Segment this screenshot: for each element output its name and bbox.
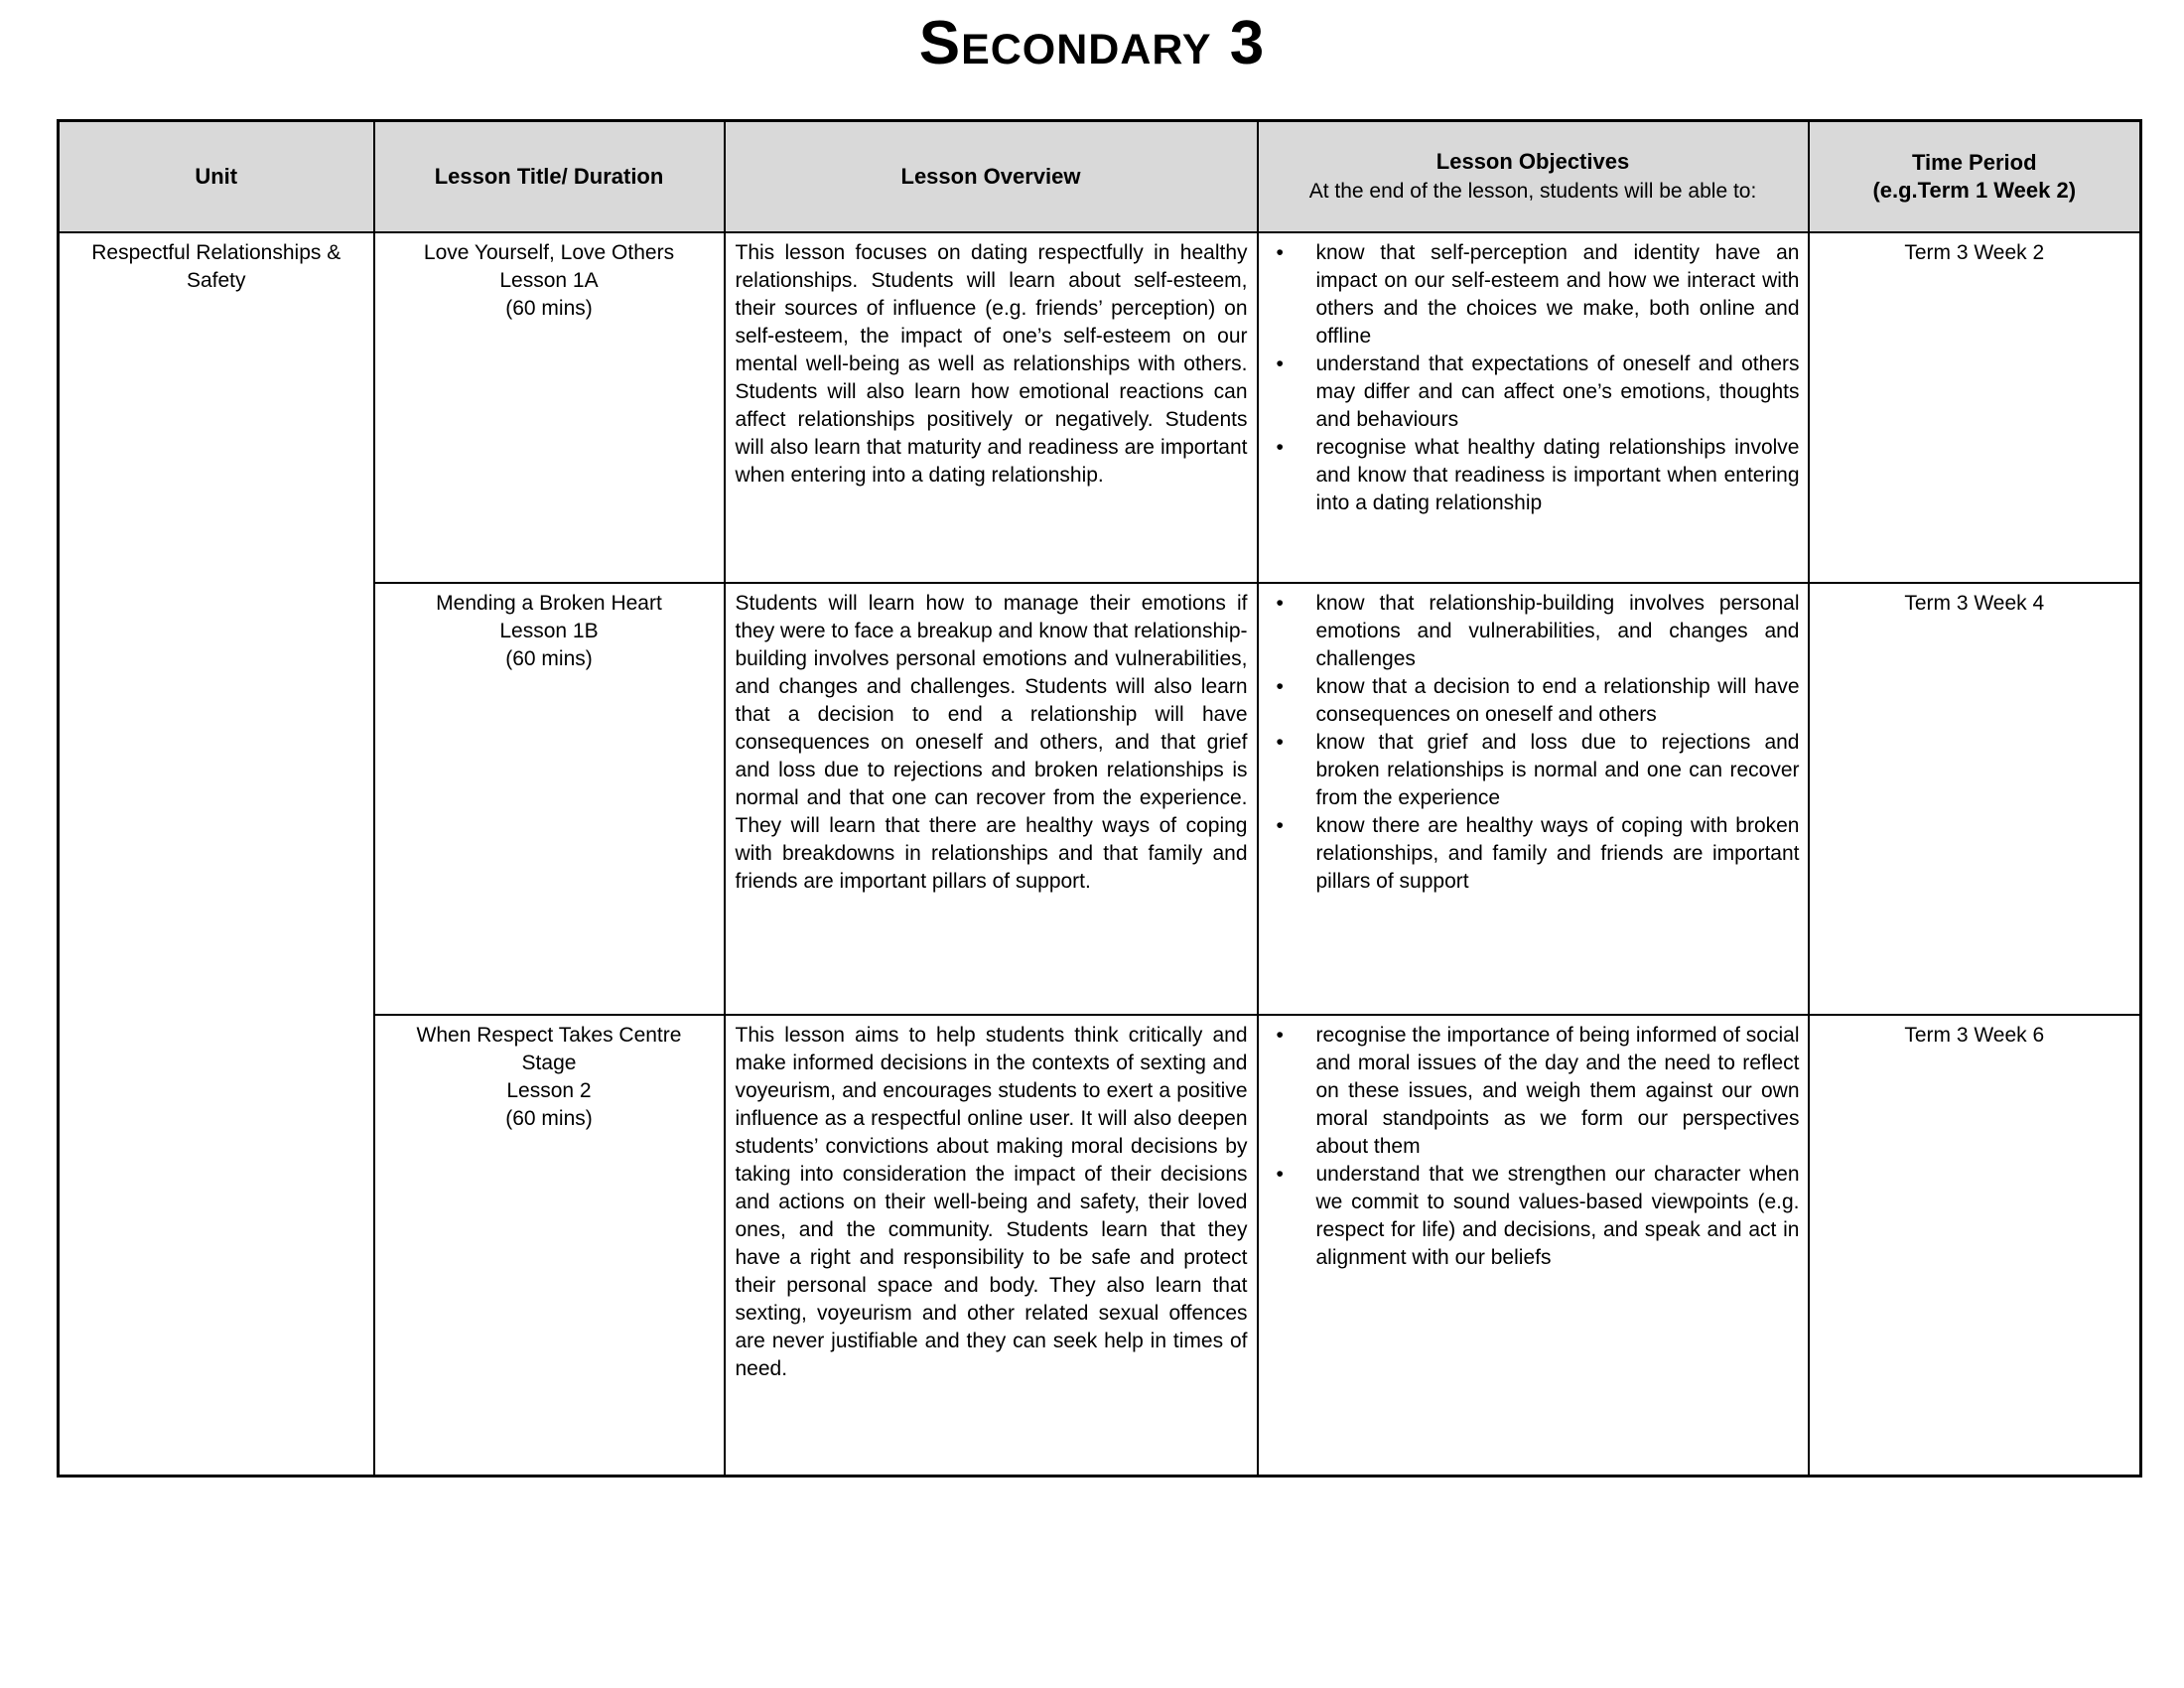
bullet-marker-icon: •: [1276, 813, 1284, 837]
objective-text: understand that expectations of oneself and others may differ and can affect one’s emotions, thoughts and behaviours: [1315, 352, 1800, 431]
lesson-title-cell: [374, 1015, 725, 1477]
header-lesson-objectives-label: Lesson Objectives: [1435, 149, 1630, 175]
objective-item: [1259, 812, 1800, 896]
header-lesson-objectives: [1258, 121, 1809, 232]
header-unit-label: Unit: [195, 163, 238, 189]
objective-text: know that self-perception and identity have an impact on our self-esteem and how we interact with others and the choices we make, both online and offline: [1315, 240, 1800, 348]
lesson-title-line: When Respect Takes Centre Stage: [416, 1023, 682, 1074]
header-lesson-title-label: Lesson Title/ Duration: [434, 163, 664, 189]
bullet-marker-icon: •: [1276, 240, 1284, 264]
lesson-overview-cell: [725, 583, 1258, 1015]
lesson-objectives-cell: [1258, 1015, 1809, 1477]
lesson-duration-line: (60 mins): [505, 1106, 593, 1130]
header-lesson-title: [374, 121, 725, 232]
objective-text: understand that we strengthen our character when we commit to sound values-based viewpoints (e.g. respect for life) and decisions, and speak and act in alignment with our beliefs: [1315, 1162, 1800, 1269]
objective-text: know that grief and loss due to rejections and broken relationships is normal and one can recover from the experience: [1315, 730, 1800, 809]
header-lesson-overview-label: Lesson Overview: [900, 163, 1081, 189]
objective-item: [1259, 1161, 1800, 1272]
time-period-cell: [1809, 1015, 2141, 1477]
bullet-marker-icon: •: [1276, 591, 1284, 615]
objective-item: [1259, 673, 1800, 729]
time-period-cell: [1809, 232, 2141, 583]
objective-item: [1259, 434, 1800, 517]
bullet-marker-icon: •: [1276, 352, 1284, 375]
time-period-text: Term 3 Week 2: [1904, 240, 2045, 264]
objective-item: [1259, 351, 1800, 434]
objective-text: know that a decision to end a relationship will have consequences on oneself and others: [1315, 674, 1800, 726]
lesson-duration-line: (60 mins): [505, 296, 593, 320]
page-title: Secondary 3: [918, 9, 1266, 77]
lesson-number-line: Lesson 1A: [499, 268, 599, 292]
bullet-marker-icon: •: [1276, 1023, 1284, 1047]
header-time-period-label: Time Period: [1911, 149, 2037, 175]
table-row: [59, 232, 2141, 583]
unit-cell: [59, 232, 374, 1477]
lesson-title-cell: [374, 583, 725, 1015]
lesson-title-cell: [374, 232, 725, 583]
time-period-cell: [1809, 583, 2141, 1015]
lesson-overview-cell: [725, 1015, 1258, 1477]
lesson-title-line: Love Yourself, Love Others: [423, 240, 675, 264]
bullet-marker-icon: •: [1276, 1162, 1284, 1186]
table-header-row: [59, 121, 2141, 232]
lesson-number-line: Lesson 1B: [499, 619, 599, 642]
unit-label: Respectful Relationships & Safety: [91, 240, 341, 292]
objective-text: recognise what healthy dating relationships involve and know that readiness is important when entering into a dating relationship: [1315, 435, 1800, 514]
bullet-marker-icon: •: [1276, 730, 1284, 754]
header-lesson-overview: [725, 121, 1258, 232]
time-period-text: Term 3 Week 6: [1904, 1023, 2045, 1047]
objective-text: know there are healthy ways of coping with broken relationships, and family and friends are important pillars of support: [1315, 813, 1800, 893]
lesson-objectives-cell: [1258, 232, 1809, 583]
bullet-marker-icon: •: [1276, 674, 1284, 698]
header-unit: [59, 121, 374, 232]
lesson-number-line: Lesson 2: [506, 1078, 592, 1102]
lesson-overview-text: This lesson aims to help students think critically and make informed decisions in the contexts of sexting and voyeurism, and encourages students to exert a positive influence as a respectful online user. It will also deepen students’ convictions about making moral decisions by taking into consideration the impact of their decisions and actions on their well-being and safety, their loved ones, and the community. Students learn that they have a right and responsibility to be safe and protect their personal space and body. They also learn that sexting, voyeurism and other related sexual offences are never justifiable and they can seek help in times of need.: [735, 1023, 1248, 1380]
header-time-period: [1809, 121, 2141, 232]
lesson-overview-text: Students will learn how to manage their emotions if they were to face a breakup and know that relationship-building involves personal emotions and vulnerabilities, and changes and challenges. Students will also learn that a decision to end a relationship will have consequences on oneself and others, and that grief and loss due to rejections and broken relationships is normal and that one can recover from the experience. They will learn that there are healthy ways of coping with breakdowns in relationships and that family and friends are important pillars of support.: [735, 591, 1248, 893]
bullet-marker-icon: •: [1276, 435, 1284, 459]
header-lesson-objectives-subtitle: At the end of the lesson, students will be able to:: [1308, 180, 1757, 204]
objective-item: [1259, 590, 1800, 673]
objective-text: recognise the importance of being informed of social and moral issues of the day and the need to reflect on these issues, and weigh them against our own moral standpoints as we form our perspectives about them: [1315, 1023, 1800, 1158]
objective-item: [1259, 239, 1800, 351]
time-period-text: Term 3 Week 4: [1904, 591, 2045, 615]
lesson-objectives-cell: [1258, 583, 1809, 1015]
objective-item: [1259, 1022, 1800, 1161]
objective-item: [1259, 729, 1800, 812]
objective-text: know that relationship-building involves personal emotions and vulnerabilities, and changes and challenges: [1315, 591, 1800, 670]
lesson-duration-line: (60 mins): [505, 646, 593, 670]
lesson-overview-cell: [725, 232, 1258, 583]
header-time-period-example: (e.g.Term 1 Week 2): [1872, 177, 2077, 203]
lesson-title-line: Mending a Broken Heart: [436, 591, 662, 615]
lesson-plan-table: [57, 119, 2142, 1477]
lesson-overview-text: This lesson focuses on dating respectfully in healthy relationships. Students will learn about self-esteem, their sources of influence (e.g. friends’ perception) on self-esteem, the impact of one’s self-esteem on our mental well-being as well as relationships with others. Students will also learn how emotional reactions can affect relationships positively or negatively. Students will also learn that maturity and readiness are important when entering into a dating relationship.: [735, 240, 1248, 487]
